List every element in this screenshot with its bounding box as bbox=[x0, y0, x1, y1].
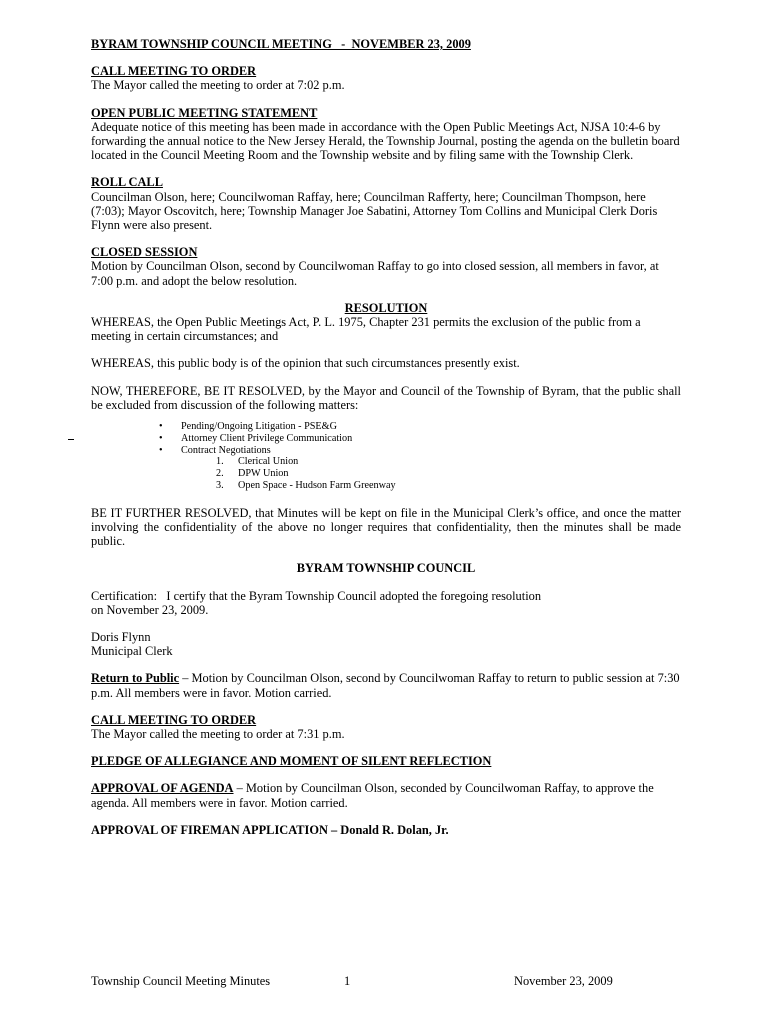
list-item: • Pending/Ongoing Litigation - PSE&G bbox=[159, 421, 337, 433]
approval-agenda-text: – Motion by Councilman Olson, seconded by Councilwoman Raffay, to approve the agenda. All members were in favor. Motion carried. bbox=[91, 781, 654, 810]
document-page bbox=[91, 37, 681, 837]
resolution-whereas-2: WHEREAS, this public body is of the opinion that such circumstances presently exist. bbox=[91, 356, 520, 371]
footer-date: November 23, 2009 bbox=[514, 974, 613, 988]
matters-list bbox=[91, 421, 681, 492]
footer-page-number: 1 bbox=[344, 974, 351, 988]
list-item: 3. Open Space - Hudson Farm Greenway bbox=[216, 480, 396, 492]
approval-agenda bbox=[91, 781, 681, 809]
call-to-order-heading: CALL MEETING TO ORDER bbox=[91, 64, 257, 79]
list-item: • Contract Negotiations 1. Clerical Union 2. DPW Union 3. Open Space - Hudson Farm Greenway bbox=[181, 445, 681, 492]
signer-title: Municipal Clerk bbox=[91, 644, 173, 659]
certification-line-2: on November 23, 2009. bbox=[91, 602, 209, 617]
bullet-icon: • bbox=[159, 421, 163, 433]
bullet-icon: • bbox=[159, 444, 163, 456]
resolution-further: BE IT FURTHER RESOLVED, that Minutes will be kept on file in the Municipal Clerk’s office, and once the matter involving the confidentiality of the above no longer requires that confidentiality, then the minutes shall be made public. bbox=[91, 505, 681, 549]
list-item: 2. DPW Union bbox=[216, 468, 289, 480]
return-to-public-text: – Motion by Councilman Olson, second by Councilwoman Raffay to return to public session at 7:30 p.m. All members were in favor. Motion carried. bbox=[91, 671, 680, 700]
open-public-text: Adequate notice of this meeting has been made in accordance with the Open Public Meetings Act, NJSA 10:4-6 by forwarding the annual notice to the New Jersey Herald, the Township Journal, posting the agenda on the bulletin board located in the Council Meeting Room and the Township website and by filing same with the Township Clerk. bbox=[91, 119, 680, 163]
call-to-order-text: The Mayor called the meeting to order at 7:02 p.m. bbox=[91, 78, 345, 93]
call-to-order-2-text: The Mayor called the meeting to order at 7:31 p.m. bbox=[91, 727, 345, 742]
council-heading: BYRAM TOWNSHIP COUNCIL bbox=[296, 561, 476, 576]
bullet-icon: • bbox=[159, 432, 163, 444]
stray-mark bbox=[68, 439, 74, 440]
roll-call-text: Councilman Olson, here; Councilwoman Raffay, here; Councilman Rafferty, here; Councilman Thompson, here (7:03); Mayor Oscovitch, here; Township Manager Joe Sabatini, Attorney Tom Collins and Municipal Clerk Doris Flynn were also present. bbox=[91, 189, 658, 233]
resolution-now-therefore: NOW, THEREFORE, BE IT RESOLVED, by the Mayor and Council of the Township of Byram, that the public shall be excluded from discussion of the following matters: bbox=[91, 383, 681, 412]
resolution-whereas-1: WHEREAS, the Open Public Meetings Act, P. L. 1975, Chapter 231 permits the exclusion of the public from a meeting in certain circumstances; and bbox=[91, 315, 641, 344]
page-title: BYRAM TOWNSHIP COUNCIL MEETING - NOVEMBER 23, 2009 bbox=[91, 37, 471, 51]
pledge-heading: PLEDGE OF ALLEGIANCE AND MOMENT OF SILENT REFLECTION bbox=[91, 754, 492, 769]
fireman-heading: APPROVAL OF FIREMAN APPLICATION – Donald R. Dolan, Jr. bbox=[91, 822, 449, 837]
return-to-public-heading: Return to Public bbox=[91, 671, 180, 686]
list-item: 1. Clerical Union bbox=[216, 456, 299, 468]
resolution-heading: RESOLUTION bbox=[344, 300, 428, 315]
footer-title: Township Council Meeting Minutes bbox=[91, 974, 271, 988]
call-to-order-2-heading: CALL MEETING TO ORDER bbox=[91, 712, 257, 727]
closed-session-heading: CLOSED SESSION bbox=[91, 245, 198, 260]
contract-sublist bbox=[181, 456, 681, 491]
open-public-heading: OPEN PUBLIC MEETING STATEMENT bbox=[91, 105, 318, 120]
roll-call-heading: ROLL CALL bbox=[91, 175, 163, 190]
signer-name: Doris Flynn bbox=[91, 630, 151, 645]
list-item: • Attorney Client Privilege Communication bbox=[159, 432, 353, 444]
approval-agenda-heading: APPROVAL OF AGENDA bbox=[91, 781, 234, 796]
closed-session-text: Motion by Councilman Olson, second by Councilwoman Raffay to go into closed session, all members in favor, at 7:00 p.m. and adopt the below resolution. bbox=[91, 259, 659, 288]
certification-line-1: Certification: I certify that the Byram Township Council adopted the foregoing resolution bbox=[91, 588, 542, 603]
return-to-public bbox=[91, 671, 681, 699]
